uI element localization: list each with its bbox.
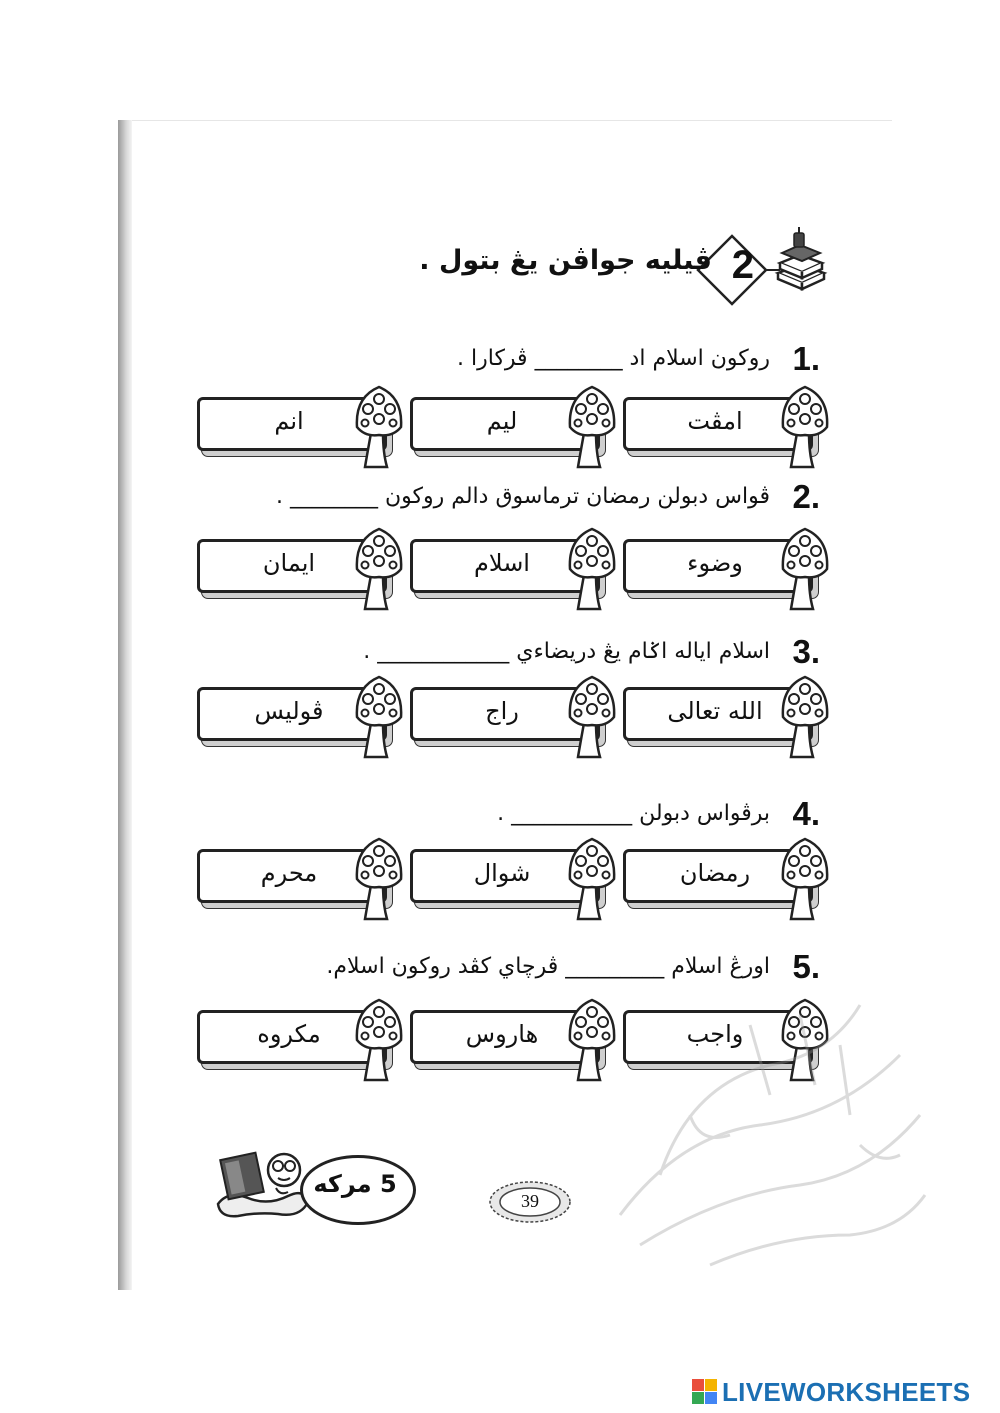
option-label: مکروه <box>257 1020 321 1048</box>
option-box[interactable] <box>408 996 623 1086</box>
option-label: واجب <box>686 1020 744 1048</box>
option-box[interactable] <box>408 835 623 925</box>
option-label: رمضان <box>679 859 751 887</box>
question-3 <box>350 633 820 673</box>
option-label: محرم <box>260 859 318 887</box>
question-text: اورڠ اسلام _________ ڤرچاي کڤد روکون اسلام. <box>326 954 770 979</box>
question-1 <box>350 340 820 380</box>
option-box[interactable] <box>195 673 410 763</box>
calligraphy-watermark <box>600 965 930 1285</box>
question-number: 1. <box>792 340 820 377</box>
options-question-1 <box>195 383 833 473</box>
mushroom-icon <box>566 383 618 471</box>
mushroom-icon <box>353 835 405 923</box>
option-box[interactable] <box>621 525 836 615</box>
section-header <box>330 225 830 305</box>
question-number: 3. <box>792 633 820 670</box>
question-text: ڤواس دبولن رمضان ترماسوق دالم روکون ________ . <box>276 484 770 509</box>
mushroom-icon <box>353 673 405 761</box>
option-label: هاروس <box>465 1020 539 1048</box>
question-text: روکون اسلام اد ________ ڤرکارا . <box>457 346 770 371</box>
option-label: اسلام <box>474 549 530 577</box>
option-label: ليم <box>486 407 518 435</box>
option-box[interactable] <box>195 383 410 473</box>
logo-text: LIVEWORKSHEETS <box>722 1377 971 1407</box>
option-box[interactable] <box>621 835 836 925</box>
options-question-3 <box>195 673 833 763</box>
page-top-edge <box>132 120 892 121</box>
mushroom-icon <box>566 835 618 923</box>
option-label: راج <box>485 697 519 725</box>
option-label: امڤت <box>687 407 743 435</box>
option-label: ڤوليس <box>254 697 324 725</box>
mushroom-icon <box>353 525 405 613</box>
option-label: شوال <box>473 859 531 887</box>
option-label: ايمان <box>262 549 316 577</box>
question-number: 5. <box>792 948 820 985</box>
option-label: انم <box>274 407 304 435</box>
question-2 <box>276 478 820 518</box>
page-number-badge <box>488 1180 572 1224</box>
question-text: اسلام اياله اݢام يڠ دريضاءي ____________ . <box>363 639 770 664</box>
question-number: 4. <box>792 795 820 832</box>
section-number: 2 <box>731 243 754 287</box>
marks-label: 5 مرکه <box>313 1170 397 1198</box>
option-label: وضوء <box>687 549 743 577</box>
option-box[interactable] <box>408 383 623 473</box>
mushroom-icon <box>353 383 405 471</box>
section-title: ڤيليه جواڤن يڠ بتول . <box>419 245 712 276</box>
option-box[interactable] <box>195 525 410 615</box>
option-box[interactable] <box>195 835 410 925</box>
liveworksheets-logo[interactable] <box>692 1377 992 1407</box>
option-box[interactable] <box>621 673 836 763</box>
options-question-4 <box>195 835 833 925</box>
options-question-2 <box>195 525 833 615</box>
question-4 <box>350 795 820 835</box>
mushroom-icon <box>566 673 618 761</box>
mushroom-icon <box>779 383 831 471</box>
mushroom-icon <box>353 996 405 1084</box>
mushroom-icon <box>779 673 831 761</box>
mushroom-icon <box>779 835 831 923</box>
page-number: 39 <box>521 1191 539 1211</box>
mushroom-icon <box>779 525 831 613</box>
option-box[interactable] <box>408 673 623 763</box>
option-label: الله تعالى <box>667 697 763 725</box>
question-text: برڤواس دبولن ___________ . <box>497 801 770 826</box>
question-number: 2. <box>792 478 820 515</box>
option-box[interactable] <box>408 525 623 615</box>
logo-mark-icon <box>692 1379 718 1405</box>
page-edge-shadow <box>118 120 132 1290</box>
option-box[interactable] <box>195 996 410 1086</box>
mushroom-icon <box>566 525 618 613</box>
option-box[interactable] <box>621 383 836 473</box>
